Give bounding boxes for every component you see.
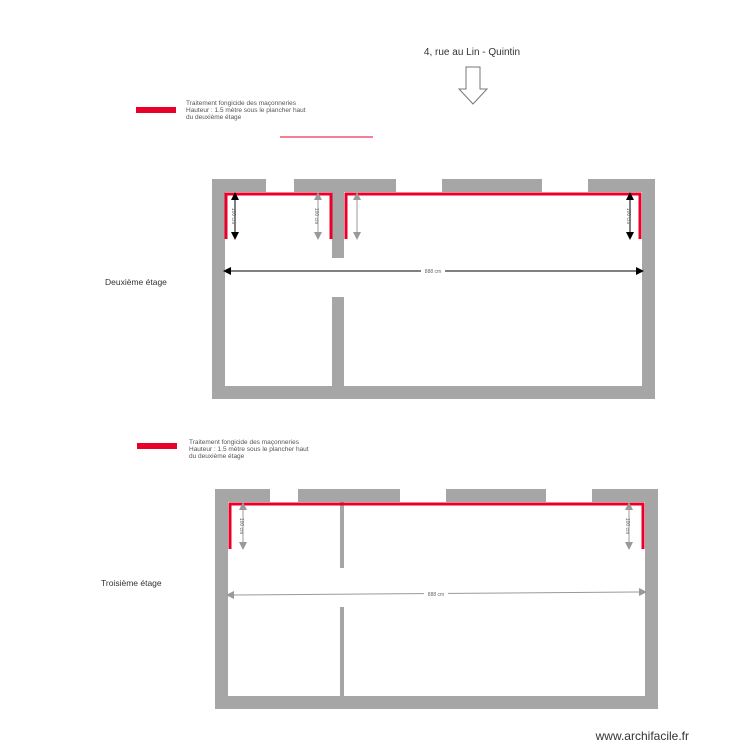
window	[396, 179, 442, 192]
orientation-arrow-icon	[459, 67, 487, 104]
legend-top-line2: Hauteur : 1.5 mètre sous le plancher haut	[186, 107, 306, 114]
outer-wall	[212, 179, 655, 399]
legend-bottom-line3: du deuxième étage	[189, 453, 245, 460]
window	[266, 179, 294, 192]
window	[400, 489, 446, 502]
floor-label-second: Deuxième étage	[105, 277, 167, 287]
height-dimension-right-label: 100 cm	[624, 517, 630, 535]
address-title: 4, rue au Lin - Quintin	[423, 47, 521, 58]
legend-top-line1: Traitement fongicide des maçonneries	[186, 100, 296, 107]
treatment-line	[230, 504, 643, 549]
legend-bottom-line1: Traitement fongicide des maçonneries	[189, 439, 299, 446]
height-dimension-left-label: 100 cm	[230, 207, 236, 225]
width-dimension-label: 888 cm	[427, 592, 445, 598]
window	[270, 489, 298, 502]
watermark-link[interactable]: www.archifacile.fr	[595, 729, 689, 743]
partition-wall	[332, 192, 344, 258]
partition-wall	[340, 607, 344, 696]
height-dimension-right-label: 100 cm	[625, 207, 631, 225]
height-dimension-mid-label: 100 cm	[313, 207, 319, 225]
legend-top-line3: du deuxième étage	[186, 114, 242, 121]
legend-bottom-line2: Hauteur : 1.5 mètre sous le plancher haut	[189, 446, 309, 453]
treatment-line-right-room	[346, 194, 640, 239]
window	[542, 179, 588, 192]
outer-wall	[215, 489, 658, 709]
partition-wall	[332, 297, 344, 386]
floor-plan-second	[212, 179, 655, 399]
legend-swatch-bottom	[137, 443, 177, 449]
width-dimension-label: 888 cm	[424, 269, 442, 275]
height-dimension-left-label: 100 cm	[238, 517, 244, 535]
window	[546, 489, 592, 502]
legend-swatch-top	[136, 107, 176, 113]
floor-plan-third	[215, 489, 658, 709]
floor-label-third: Troisième étage	[101, 578, 162, 588]
partition-wall	[340, 502, 344, 568]
